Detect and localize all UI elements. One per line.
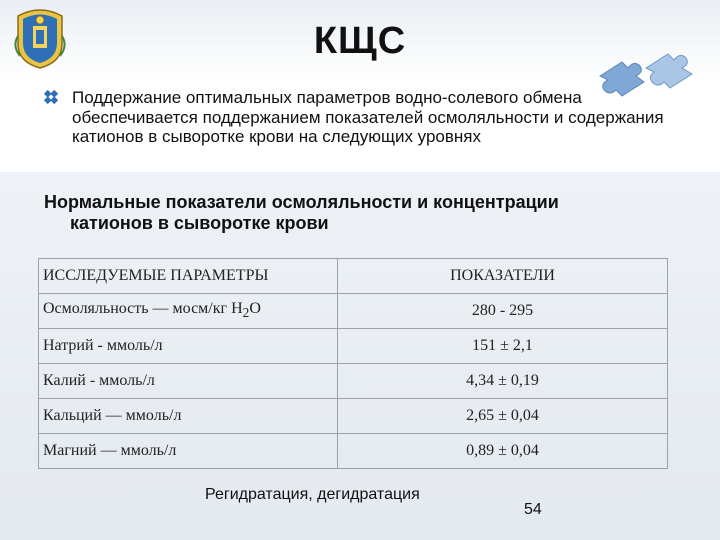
param-cell: Натрий - ммоль/л	[39, 329, 338, 364]
table-row	[39, 294, 668, 329]
param-cell: Осмоляльность — мосм/кг $Н_2О$	[39, 294, 338, 329]
table-row	[39, 434, 668, 469]
table-row	[39, 364, 668, 399]
table-header-row	[39, 259, 668, 294]
value-cell: 280 - 295	[338, 294, 668, 329]
table-row	[39, 329, 668, 364]
table-heading	[44, 192, 674, 234]
header-parameters: ИССЛЕДУЕМЫЕ ПАРАМЕТРЫ	[39, 259, 338, 294]
value-cell: 2,65 ± 0,04	[338, 399, 668, 434]
table-heading-line2: катионов в сыворотке крови	[70, 213, 329, 233]
param-cell: Магний — ммоль/л	[39, 434, 338, 469]
param-cell: Калий - ммоль/л	[39, 364, 338, 399]
footer-text: Регидратация, дегидратация	[205, 486, 420, 503]
diamond-bullet-icon	[44, 90, 58, 104]
bullet-text: Поддержание оптимальных параметров водно-солевого обмена обеспечивается поддержанием показателей осмоляльности и содержания катионов в сыворотке крови на следующих уровнях	[72, 88, 664, 146]
value-cell: 0,89 ± 0,04	[338, 434, 668, 469]
page-number: 54	[524, 501, 542, 518]
parameters-table	[38, 258, 668, 469]
header-values: ПОКАЗАТЕЛИ	[338, 259, 668, 294]
bullet-item	[44, 88, 664, 147]
table-row	[39, 399, 668, 434]
slide-title: КЩС	[313, 20, 407, 62]
table-heading-line1: Нормальные показатели осмоляльности и концентрации	[44, 192, 559, 212]
value-cell: 151 ± 2,1	[338, 329, 668, 364]
value-cell: 4,34 ± 0,19	[338, 364, 668, 399]
param-cell: Кальций — ммоль/л	[39, 399, 338, 434]
